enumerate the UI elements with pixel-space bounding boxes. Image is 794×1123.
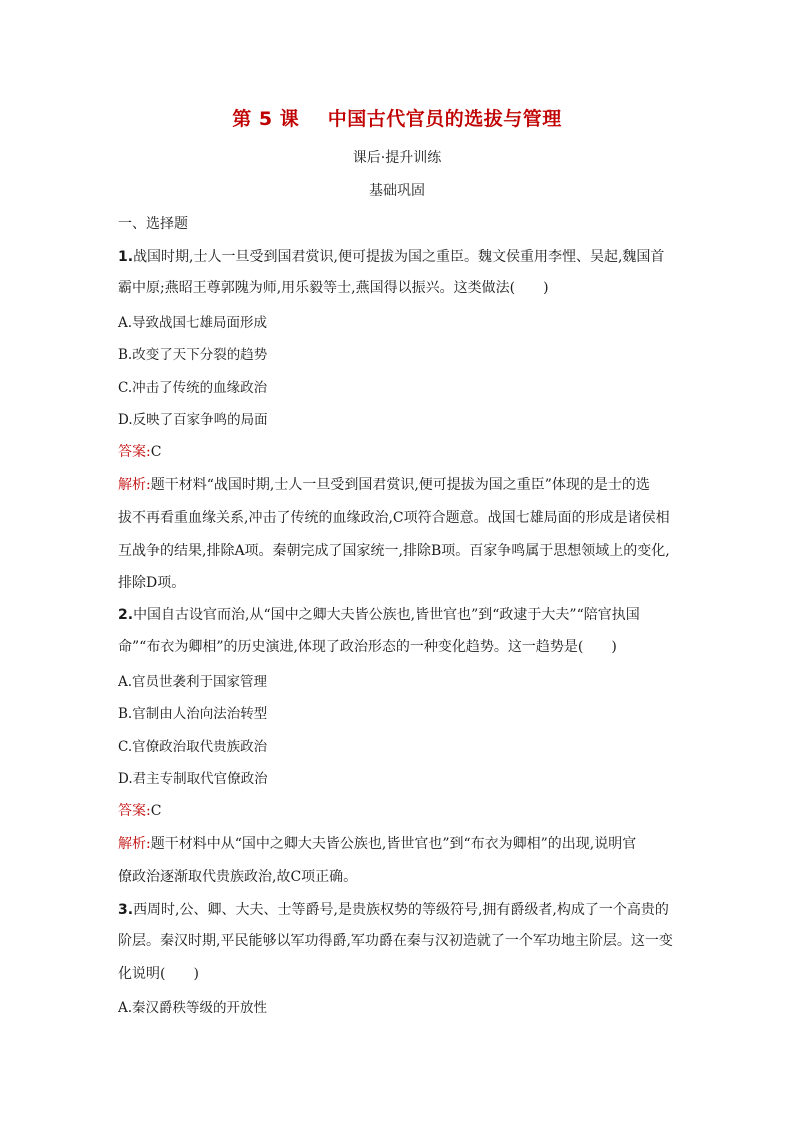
lesson-subtitle: 课后·提升训练 [352,150,442,166]
analysis-label: 解析: [118,836,151,852]
option-c: C.官僚政治取代贵族政治 [118,739,268,755]
option-b: B.官制由人治向法治转型 [118,706,268,722]
analysis-label: 解析: [118,477,151,493]
option-a: A.秦汉爵秩等级的开放性 [118,1000,268,1016]
question-stem-line: 化说明( ) [118,966,199,982]
analysis-line: 僚政治逐渐取代贵族政治,故C项正确。 [118,869,358,885]
lesson-title: 第 5 课 中国古代官员的选拔与管理 [232,108,562,130]
question-stem-line: 1.战国时期,士人一旦受到国君赏识,便可提拔为国之重臣。魏文侯重用李悝、吴起,魏国首 [118,249,665,265]
question-stem-line: 阶层。秦汉时期,平民能够以军功得爵,军功爵在秦与汉初造就了一个军功地主阶层。这一变 [118,933,673,949]
question-stem-line: 2.中国自古设官而治,从“国中之卿大夫皆公族也,皆世官也”到“政逮于大夫”“陪官执国 [118,607,640,623]
option-c: C.冲击了传统的血缘政治 [118,380,268,396]
analysis-line: 排除D项。 [118,575,186,591]
answer-label: 答案: [118,444,151,460]
analysis-line: 拔不再看重血缘关系,冲击了传统的血缘政治,C项符合题意。战国七雄局面的形成是诸侯相 [118,510,670,526]
question-stem-line: 3.西周时,公、卿、大夫、士等爵号,是贵族权势的等级符号,拥有爵级者,构成了一个高贵的 [118,902,669,918]
question-number: 2. [118,607,134,623]
part-heading: 一、选择题 [118,216,188,232]
option-d: D.君主专制取代官僚政治 [118,771,268,787]
section-heading: 基础巩固 [369,183,425,199]
question-number: 3. [118,902,134,918]
option-a: A.导致战国七雄局面形成 [118,315,268,331]
answer-value: C [150,803,162,819]
analysis-line: 互战争的结果,排除A项。秦朝完成了国家统一,排除B项。百家争鸣属于思想领域上的变化, [118,543,670,559]
answer-value: C [150,444,162,460]
answer-label: 答案: [118,803,151,819]
option-a: A.官员世袭利于国家管理 [118,674,268,690]
analysis-line: 解析:题干材料“战国时期,士人一旦受到国君赏识,便可提拔为国之重臣”体现的是士的选 [118,477,650,493]
option-b: B.改变了天下分裂的趋势 [118,347,268,363]
option-d: D.反映了百家争鸣的局面 [118,412,268,428]
question-stem-line: 命”“布衣为卿相”的历史演进,体现了政治形态的一种变化趋势。这一趋势是( ) [118,639,617,655]
answer-line [118,441,703,461]
question-number: 1. [118,249,134,265]
analysis-line: 解析:题干材料中从“国中之卿大夫皆公族也,皆世官也”到“布衣为卿相”的出现,说明官 [118,836,637,852]
question-stem-line: 霸中原;燕昭王尊郭隗为师,用乐毅等士,燕国得以振兴。这类做法( ) [118,280,549,296]
answer-line [118,800,703,820]
